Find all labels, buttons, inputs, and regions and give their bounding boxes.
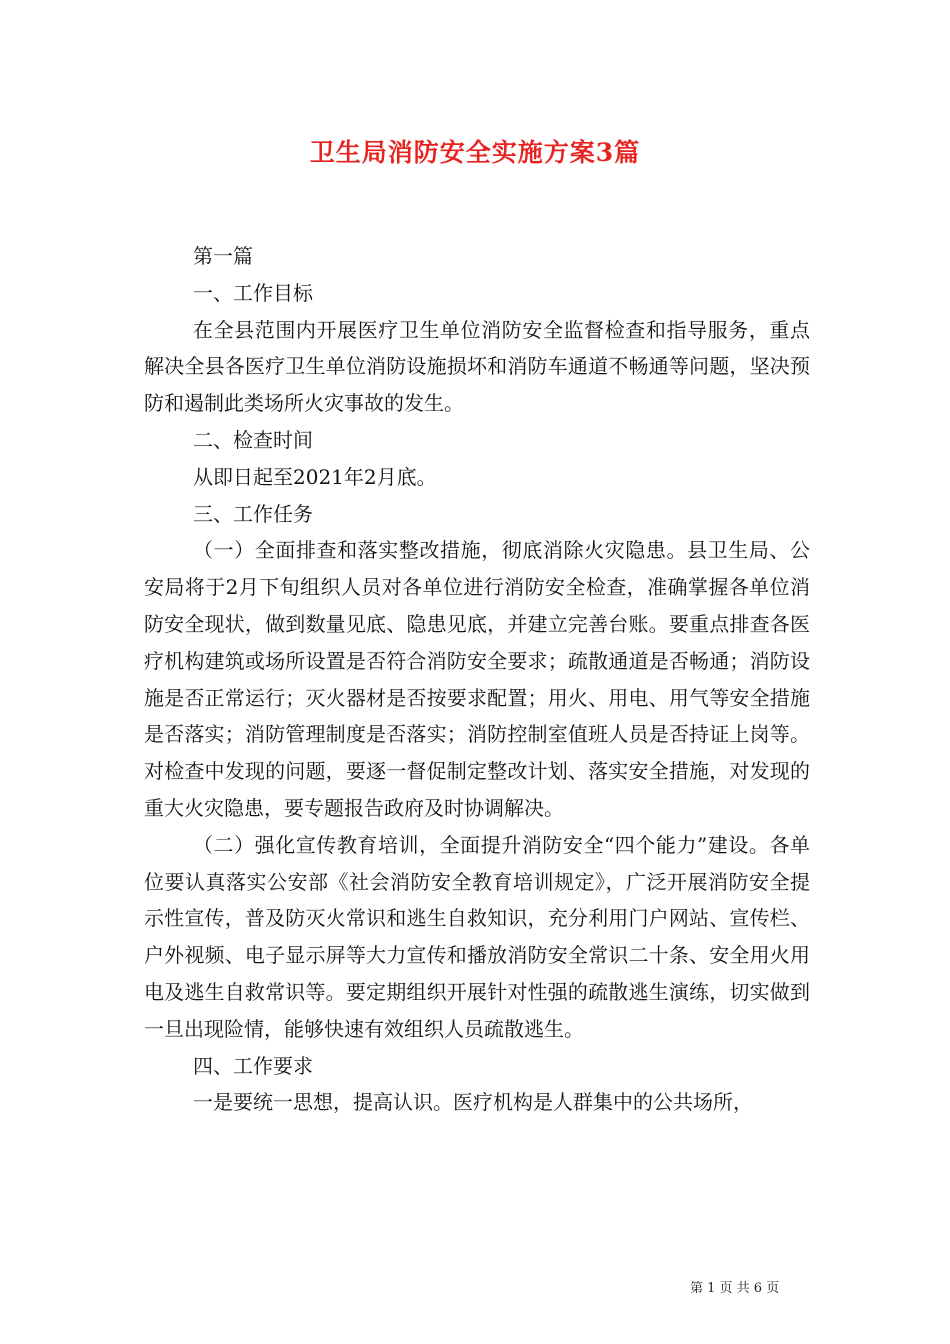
section-heading-time: 二、检查时间: [193, 427, 313, 452]
section-heading-tasks: 三、工作任务: [193, 501, 313, 526]
paragraph-goal: 在全县范围内开展医疗卫生单位消防安全监督检查和指导服务，重点解决全县各医疗卫生单位消防设施损坏和消防车通道不畅通等问题，坚决预防和遏制此类场所火灾事故的发生。: [144, 317, 810, 416]
page-number-footer: 第 1 页 共 6 页: [690, 1281, 780, 1296]
paragraph-task-two: （二）强化宣传教育培训，全面提升消防安全“四个能力”建设。各单位要认真落实公安部《社会消防安全教育培训规定》，广泛开展消防安全提示性宣传，普及防灭火常识和逃生自救知识，充分利用门户网站、宣传栏、户外视频、电子显示屏等大力宣传和播放消防安全常识二十条、安全用火用电及逃生自救常识等。要定期组织开展针对性强的疏散逃生演练，切实做到一旦出现险情，能够快速有效组织人员疏散逃生。: [144, 832, 810, 1041]
paragraph-task-one: （一）全面排查和落实整改措施，彻底消除火灾隐患。县卫生局、公安局将于2月下旬组织人员对各单位进行消防安全检查，准确掌握各单位消防安全现状，做到数量见底、隐患见底，并建立完善台账。要重点排查各医疗机构建筑或场所设置是否符合消防安全要求；疏散通道是否畅通；消防设施是否正常运行；灭火器材是否按要求配置；用火、用电、用气等安全措施是否落实；消防管理制度是否落实；消防控制室值班人员是否持证上岗等。对检查中发现的问题，要逐一督促制定整改计划、落实安全措施，对发现的重大火灾隐患，要专题报告政府及时协调解决。: [144, 538, 810, 820]
document-title: 卫生局消防安全实施方案3篇: [309, 138, 641, 167]
paragraph-time: 从即日起至2021年2月底。: [193, 464, 437, 489]
section-heading-requirements: 四、工作要求: [193, 1053, 313, 1078]
document-body: [144, 238, 810, 1121]
paragraph-requirement-one: 一是要统一思想，提高认识。医疗机构是人群集中的公共场所，: [193, 1090, 753, 1115]
section-heading-part-one: 第一篇: [193, 244, 253, 268]
section-heading-goal: 一、工作目标: [193, 280, 313, 305]
